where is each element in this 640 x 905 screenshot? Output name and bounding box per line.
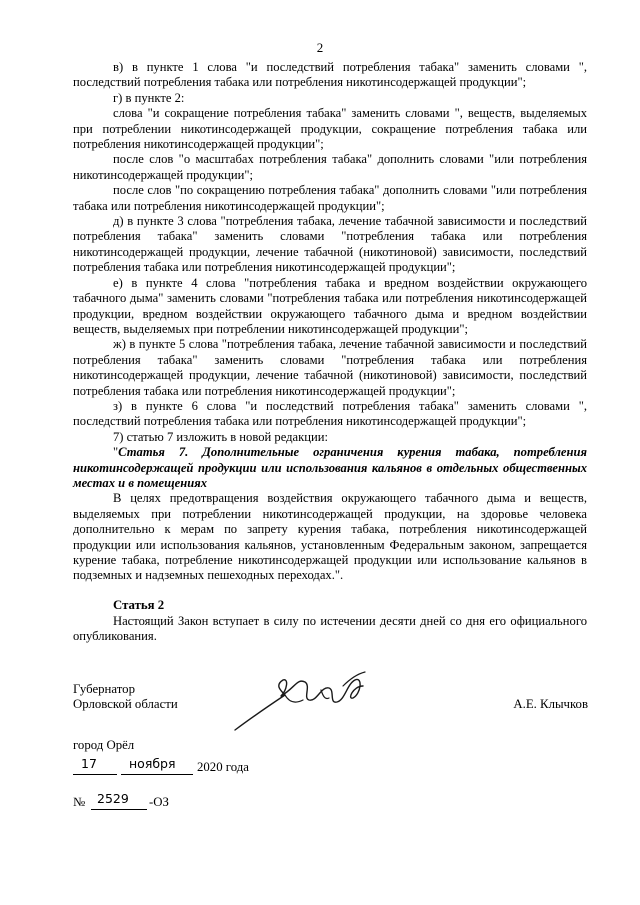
article2-title: Статья 2 <box>113 598 165 612</box>
number-underline <box>91 809 147 810</box>
day-underline <box>73 774 117 775</box>
document-body <box>73 60 587 584</box>
governor-region: Орловской области <box>73 697 178 711</box>
city: город Орёл <box>73 738 135 752</box>
paragraph-g-3: после слов "по сокращению потребления табака" дополнить словами "или потребления табака или потребления никотинсодержащей продукции"; <box>73 183 587 213</box>
paragraph-d: д) в пункте 3 слова "потребления табака, лечение табачной зависимости и последствий потребления табака" заменить словами "потребления табака или потребления никотинсодержащей продукции, лечение табачной (никотиновой) зависимости, последствий потребления табака или потребления никотинсодержащей продукции"; <box>73 214 587 275</box>
date-year: 2020 года <box>197 760 249 774</box>
article2-text: Настоящий Закон вступает в силу по истечении десяти дней со дня его официального опубликования. <box>73 614 587 644</box>
governor-title: Губернатор <box>73 682 135 696</box>
paragraph-zh: ж) в пункте 5 слова "потребления табака, лечение табачной зависимости и последствий потребления табака" заменить словами "потребления табака или потребления никотинсодержащей продукции, лечение табачной (никотиновой) зависимости, последствий потребления табака или потребления никотинсодержащей продукции"; <box>73 337 587 398</box>
number-value: 2529 <box>97 791 129 806</box>
article7-heading: Статья 7. Дополнительные ограничения курения табака, потребления никотинсодержащей продукции или использования кальянов в отдельных общественных местах и в помещениях <box>73 445 587 490</box>
number-line <box>73 791 213 813</box>
signature <box>225 660 385 740</box>
month-underline <box>121 774 193 775</box>
article7-text: В целях предотвращения воздействия окружающего табачного дыма и веществ, выделяемых при потреблении никотинсодержащей продукции, на здоровье человека дополнительно к мерам по запрету курения табака, потребления никотинсодержащей продукции или использования кальянов, установленным Федеральным законом, запрещается курение табака, потребление никотинсодержащей продукции или использование кальянов в подземных и надземных пешеходных переходах.". <box>73 491 587 583</box>
paragraph-g-2: после слов "о масштабах потребления табака" дополнить словами "или потребления никотинсодержащей продукции"; <box>73 152 587 182</box>
date-line <box>73 756 273 778</box>
paragraph-g-1: слова "и сокращение потребления табака" заменить словами ", веществ, выделяемых при потреблении никотинсодержащей продукции, сокращение потребления табака или потребления никотинсодержащей продукции"; <box>73 106 587 152</box>
number-prefix: № <box>73 795 86 809</box>
date-day: 17 <box>81 756 97 771</box>
quote-mark: " <box>113 445 119 460</box>
page-number: 2 <box>316 40 324 55</box>
paragraph-v: в) в пункте 1 слова "и последствий потребления табака" заменить словами ", последствий потребления табака или потребления никотинсодержащей продукции"; <box>73 60 587 90</box>
paragraph-g: г) в пункте 2: <box>113 90 185 105</box>
paragraph-7: 7) статью 7 изложить в новой редакции: <box>113 429 328 444</box>
paragraph-e: е) в пункте 4 слова "потребления табака и вредном воздействии окружающего табачного дыма" заменить словами "потребления табака или потребления никотинсодержащей продукции, вредном воздействии окружающего табачного дыма и вредном воздействии веществ, выделяемых при потреблении никотинсодержащей продукции"; <box>73 275 587 336</box>
governor-name: А.Е. Клычков <box>513 697 588 711</box>
number-suffix: -ОЗ <box>149 795 169 809</box>
date-month: ноября <box>129 756 176 771</box>
paragraph-z: з) в пункте 6 слова "и последствий потребления табака" заменить словами ", последствий потребления табака или потребления никотинсодержащей продукции"; <box>73 398 587 429</box>
article7-heading-para <box>73 445 587 491</box>
